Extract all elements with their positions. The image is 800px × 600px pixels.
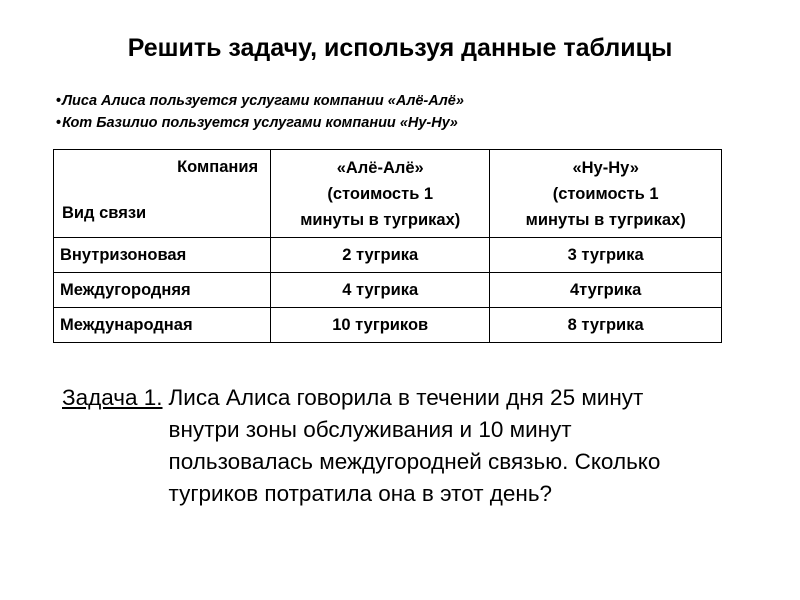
rates-table — [53, 149, 722, 343]
table-row — [54, 273, 722, 308]
price-cell: 8 тугрика — [490, 308, 722, 343]
note-text: Лиса Алиса пользуется услугами компании «Алё-Алё» — [62, 93, 464, 109]
price-cell: 4 тугрика — [271, 273, 490, 308]
company-unit-line: (стоимость 1 — [552, 184, 659, 203]
company-nunu-header — [490, 150, 722, 238]
task-label: Задача 1. — [62, 385, 163, 410]
task-line: пользовалась междугородней связью. Сколько — [168, 449, 661, 474]
connection-type-cell: Международная — [54, 308, 271, 343]
connection-type-header-label: Вид связи — [62, 204, 147, 222]
price-cell: 3 тугрика — [490, 238, 722, 273]
table-header-row — [54, 150, 722, 238]
corner-header-cell — [54, 150, 271, 238]
bullet-icon: • — [56, 93, 62, 109]
task-line: тугриков потратила она в этот день? — [168, 481, 553, 506]
company-unit-line: (стоимость 1 — [327, 184, 434, 203]
price-cell: 4тугрика — [490, 273, 722, 308]
bullet-icon: • — [56, 115, 62, 131]
connection-type-cell: Внутризоновая — [54, 238, 271, 273]
company-name: «Ну-Ну» — [572, 158, 639, 177]
task-block — [62, 382, 709, 510]
company-header-label: Компания — [177, 158, 259, 176]
company-alyo-header — [271, 150, 490, 238]
notes-list — [56, 90, 464, 134]
company-unit-line: минуты в тугриках) — [525, 210, 686, 229]
task-text — [169, 382, 709, 510]
company-unit-line: минуты в тугриках) — [300, 210, 461, 229]
price-cell: 2 тугрика — [271, 238, 490, 273]
table-row — [54, 308, 722, 343]
note-text: Кот Базилио пользуется услугами компании «Ну-Ну» — [62, 115, 458, 131]
note-item — [56, 90, 464, 112]
connection-type-cell: Междугородняя — [54, 273, 271, 308]
page-title: Решить задачу, используя данные таблицы — [127, 34, 673, 62]
table-row — [54, 238, 722, 273]
company-name: «Алё-Алё» — [336, 158, 424, 177]
price-cell: 10 тугриков — [271, 308, 490, 343]
note-item — [56, 112, 464, 134]
task-line: Лиса Алиса говорила в течении дня 25 минут — [168, 385, 644, 410]
task-line: внутри зоны обслуживания и 10 минут — [168, 417, 572, 442]
